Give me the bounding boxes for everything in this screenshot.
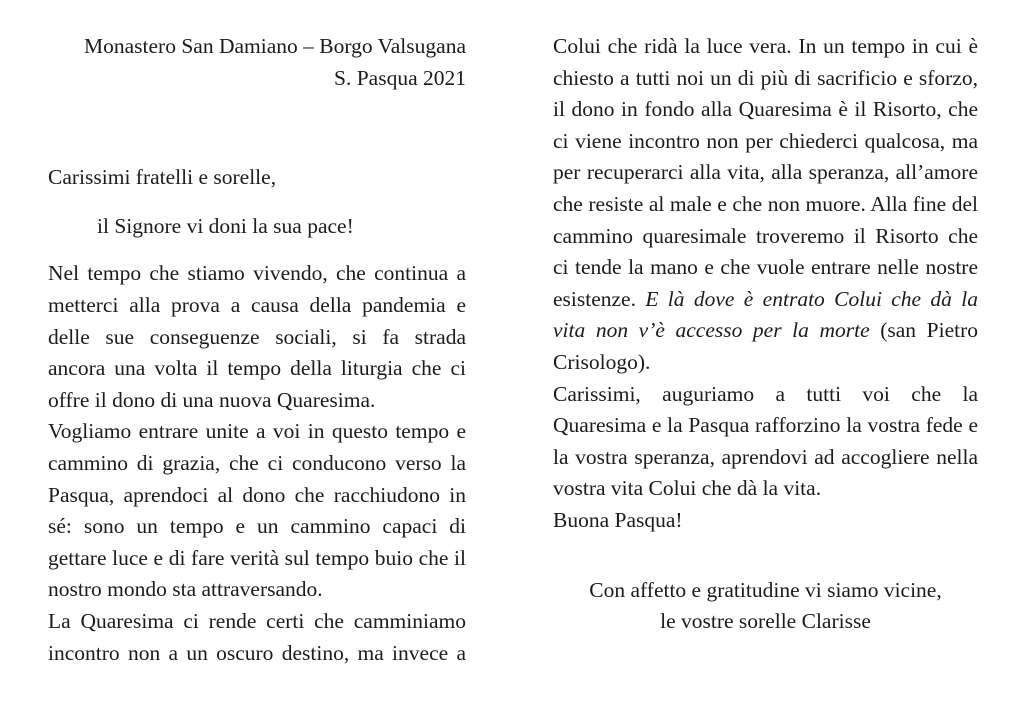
- greeting-line: il Signore vi doni la sua pace!: [97, 213, 354, 238]
- paragraph-easter-wishes: Carissimi, auguriamo a tutti voi che la Quaresima e la Pasqua rafforzino la vostra fede e la vostra speranza, aprendovi ad accogliere nella vostra vita Colui che dà la vita.: [553, 381, 978, 501]
- paragraph-lent-gift: Nel tempo che stiamo vivendo, che continua a metterci alla prova a causa della pandemia e delle sue conseguenze sociali, si fa strada ancora una volta il tempo della liturgia che ci offre il dono di una nuova Quaresima.: [48, 261, 466, 412]
- letter-header: [48, 31, 466, 94]
- quote-crisologo-attribution: (san Pietro Crisologo).: [553, 318, 978, 374]
- closing-signature-line: le vostre sorelle Clarisse: [660, 609, 871, 634]
- paragraph-risen-one-text: Colui che ridà la luce vera. In un tempo in cui è chiesto a tutti noi un di più di sacrificio e sforzo, il dono in fondo alla Quaresima è il Risorto, che ci viene incontro non per chiederci qualcosa, ma per recuperarci alla vita, alla speranza, all’amore che resiste al male e che non muore. Alla fine del cammino quaresimale troveremo il Risorto che ci tende la mano e che vuole entrare nelle nostre esistenze.: [553, 34, 978, 311]
- paragraph-journey-of-grace: Vogliamo entrare unite a voi in questo tempo e cammino di grazia, che ci conducono verso la Pasqua, aprendoci al dono che racchiudono in sé: sono un tempo e un cammino capaci di gettare luce e di fare verità sul tempo buio che il nostro mondo sta attraversando.: [48, 419, 466, 602]
- salutation: Carissimi fratelli e sorelle,: [48, 165, 277, 190]
- closing-block: [553, 575, 978, 638]
- header-monastery-line: Monastero San Damiano – Borgo Valsugana: [84, 34, 466, 58]
- closing-affection-line: Con affetto e gratitudine vi siamo vicine,: [589, 577, 942, 602]
- paragraph-walking-toward: La Quaresima ci rende certi che camminiamo incontro non a un oscuro destino, ma invece a: [48, 608, 466, 665]
- header-date-line: S. Pasqua 2021: [334, 65, 466, 90]
- happy-easter-line: Buona Pasqua!: [553, 507, 683, 532]
- quote-crisologo-italic: E là dove è entrato Colui che dà la vita non v’è accesso per la morte: [553, 286, 979, 343]
- paragraph-risen-one: [553, 31, 978, 379]
- right-column: [553, 0, 978, 638]
- left-column: [48, 0, 466, 669]
